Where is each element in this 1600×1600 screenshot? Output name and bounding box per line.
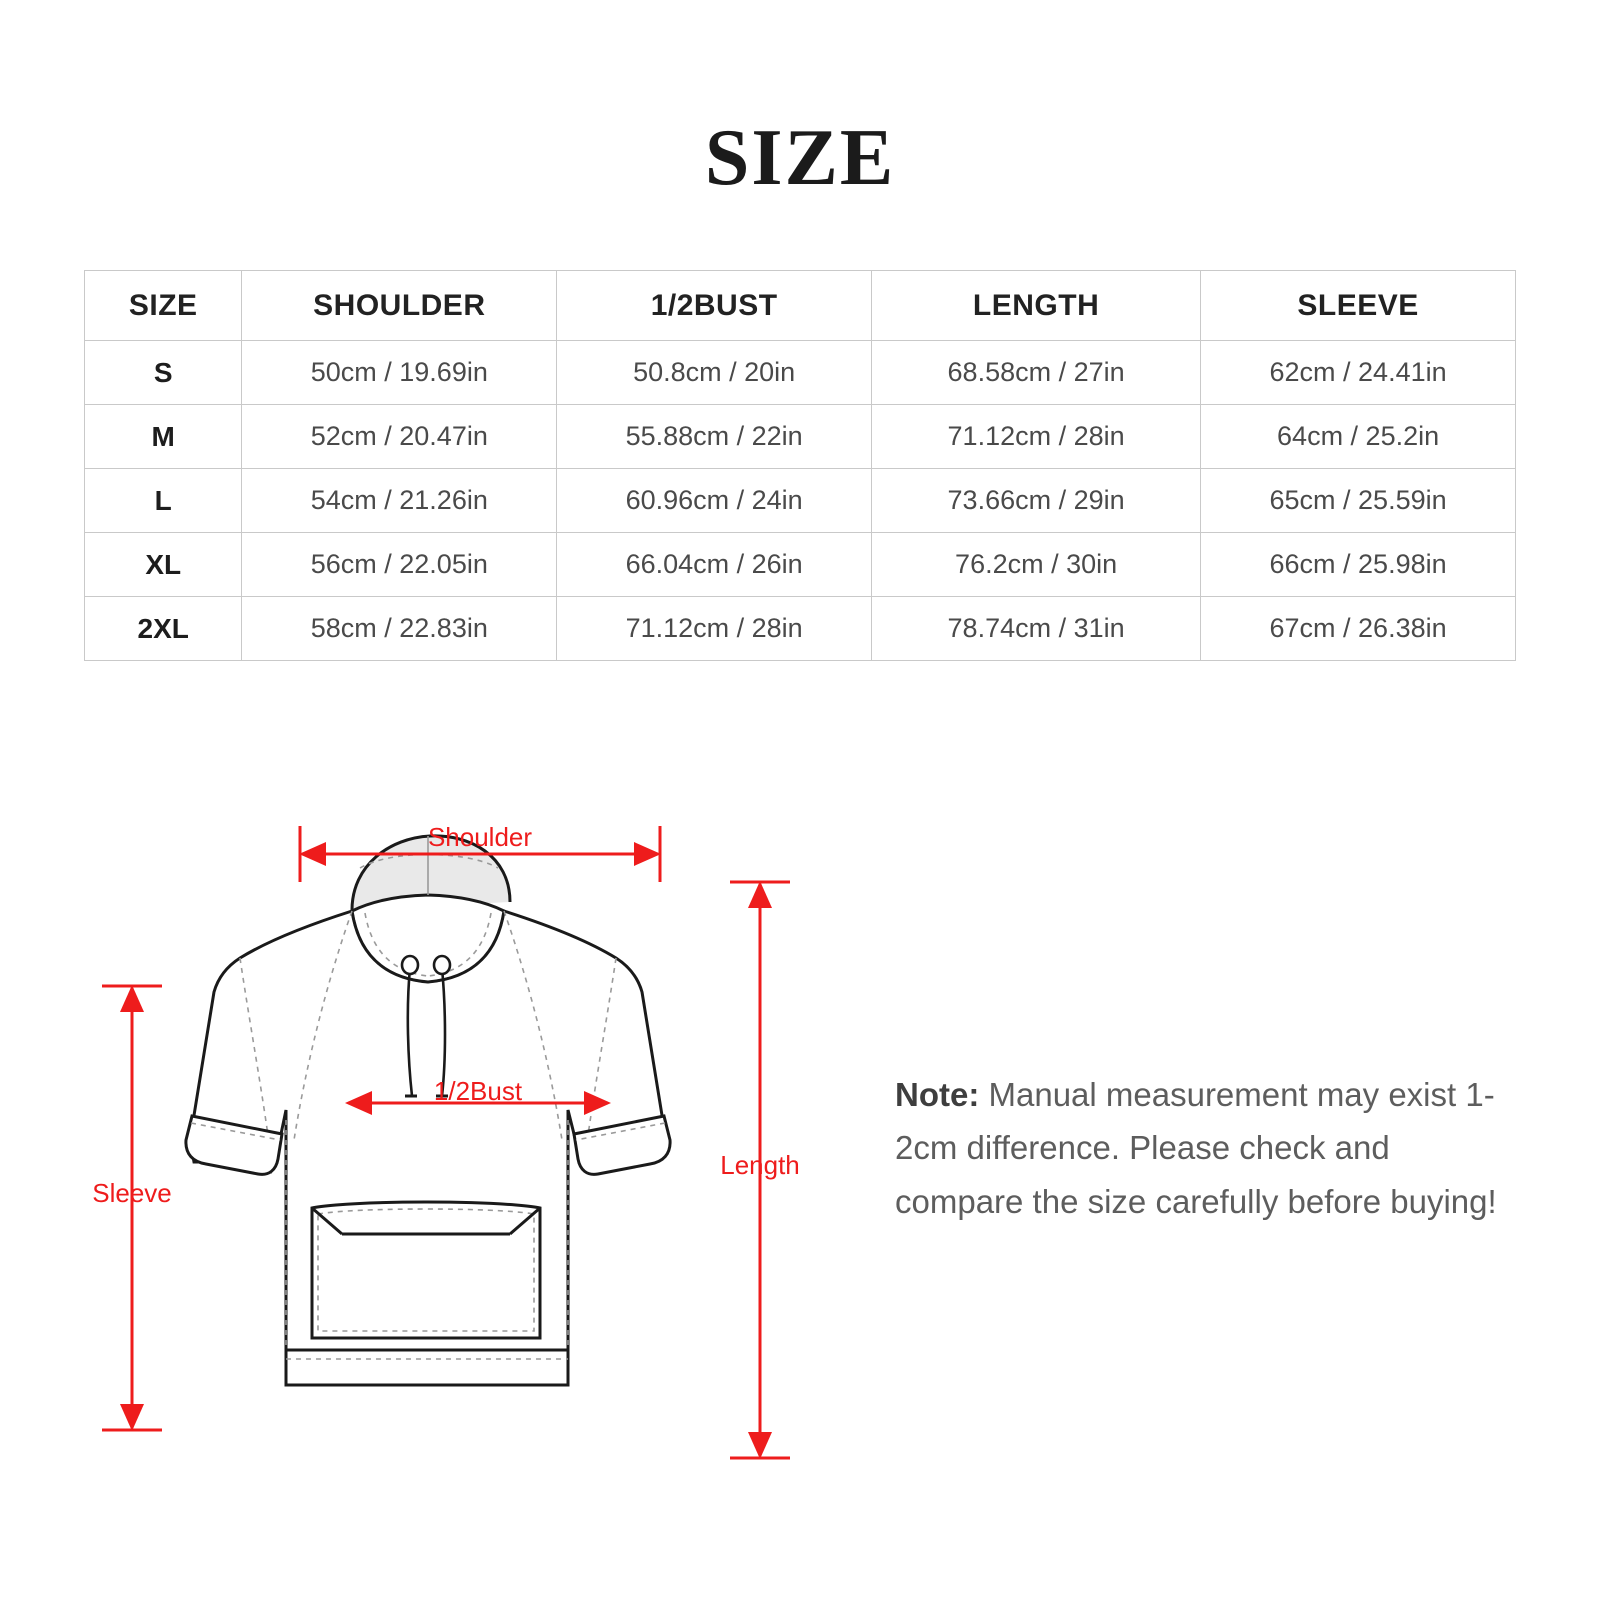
cell-sleeve: 62cm / 24.41in	[1201, 341, 1516, 405]
shoulder-label: Shoulder	[427, 822, 533, 852]
cell-sleeve: 65cm / 25.59in	[1201, 469, 1516, 533]
cell-sleeve: 64cm / 25.2in	[1201, 405, 1516, 469]
sleeve-label: Sleeve	[92, 1178, 172, 1208]
cell-sleeve: 67cm / 26.38in	[1201, 597, 1516, 661]
cell-half-bust: 66.04cm / 26in	[557, 533, 872, 597]
table-row	[85, 405, 1516, 469]
cell-size: XL	[85, 533, 242, 597]
table-header-row	[85, 271, 1516, 341]
table-row	[85, 341, 1516, 405]
cell-length: 73.66cm / 29in	[872, 469, 1201, 533]
size-chart-table-container	[84, 270, 1516, 661]
cell-shoulder: 52cm / 20.47in	[242, 405, 557, 469]
cell-size: 2XL	[85, 597, 242, 661]
cell-half-bust: 50.8cm / 20in	[557, 341, 872, 405]
note-text: Manual measurement may exist 1-2cm difference. Please check and compare the size carefully before buying!	[895, 1076, 1497, 1220]
cell-half-bust: 55.88cm / 22in	[557, 405, 872, 469]
cell-half-bust: 60.96cm / 24in	[557, 469, 872, 533]
column-header-shoulder: SHOULDER	[242, 271, 557, 341]
hoodie-measurement-diagram	[90, 810, 870, 1510]
length-label: Length	[720, 1150, 800, 1180]
table-row	[85, 469, 1516, 533]
cell-length: 68.58cm / 27in	[872, 341, 1201, 405]
cell-length: 76.2cm / 30in	[872, 533, 1201, 597]
cell-size: S	[85, 341, 242, 405]
cell-shoulder: 50cm / 19.69in	[242, 341, 557, 405]
measurement-note	[895, 1068, 1515, 1228]
half-bust-label: 1/2Bust	[433, 1076, 523, 1106]
table-row	[85, 597, 1516, 661]
cell-length: 78.74cm / 31in	[872, 597, 1201, 661]
column-header-half-bust: 1/2BUST	[557, 271, 872, 341]
cell-half-bust: 71.12cm / 28in	[557, 597, 872, 661]
cell-shoulder: 54cm / 21.26in	[242, 469, 557, 533]
page-title: SIZE	[704, 114, 896, 202]
cell-size: L	[85, 469, 242, 533]
hem-band	[286, 1350, 568, 1385]
size-chart-table	[84, 270, 1516, 661]
column-header-length: LENGTH	[872, 271, 1201, 341]
sleeve-measure-arrow	[102, 986, 162, 1430]
column-header-size: SIZE	[85, 271, 242, 341]
column-header-sleeve: SLEEVE	[1201, 271, 1516, 341]
cell-shoulder: 56cm / 22.05in	[242, 533, 557, 597]
hoodie-illustration	[186, 836, 667, 1385]
cell-size: M	[85, 405, 242, 469]
cell-shoulder: 58cm / 22.83in	[242, 597, 557, 661]
cell-length: 71.12cm / 28in	[872, 405, 1201, 469]
note-prefix: Note:	[895, 1076, 980, 1113]
cell-sleeve: 66cm / 25.98in	[1201, 533, 1516, 597]
table-row	[85, 533, 1516, 597]
